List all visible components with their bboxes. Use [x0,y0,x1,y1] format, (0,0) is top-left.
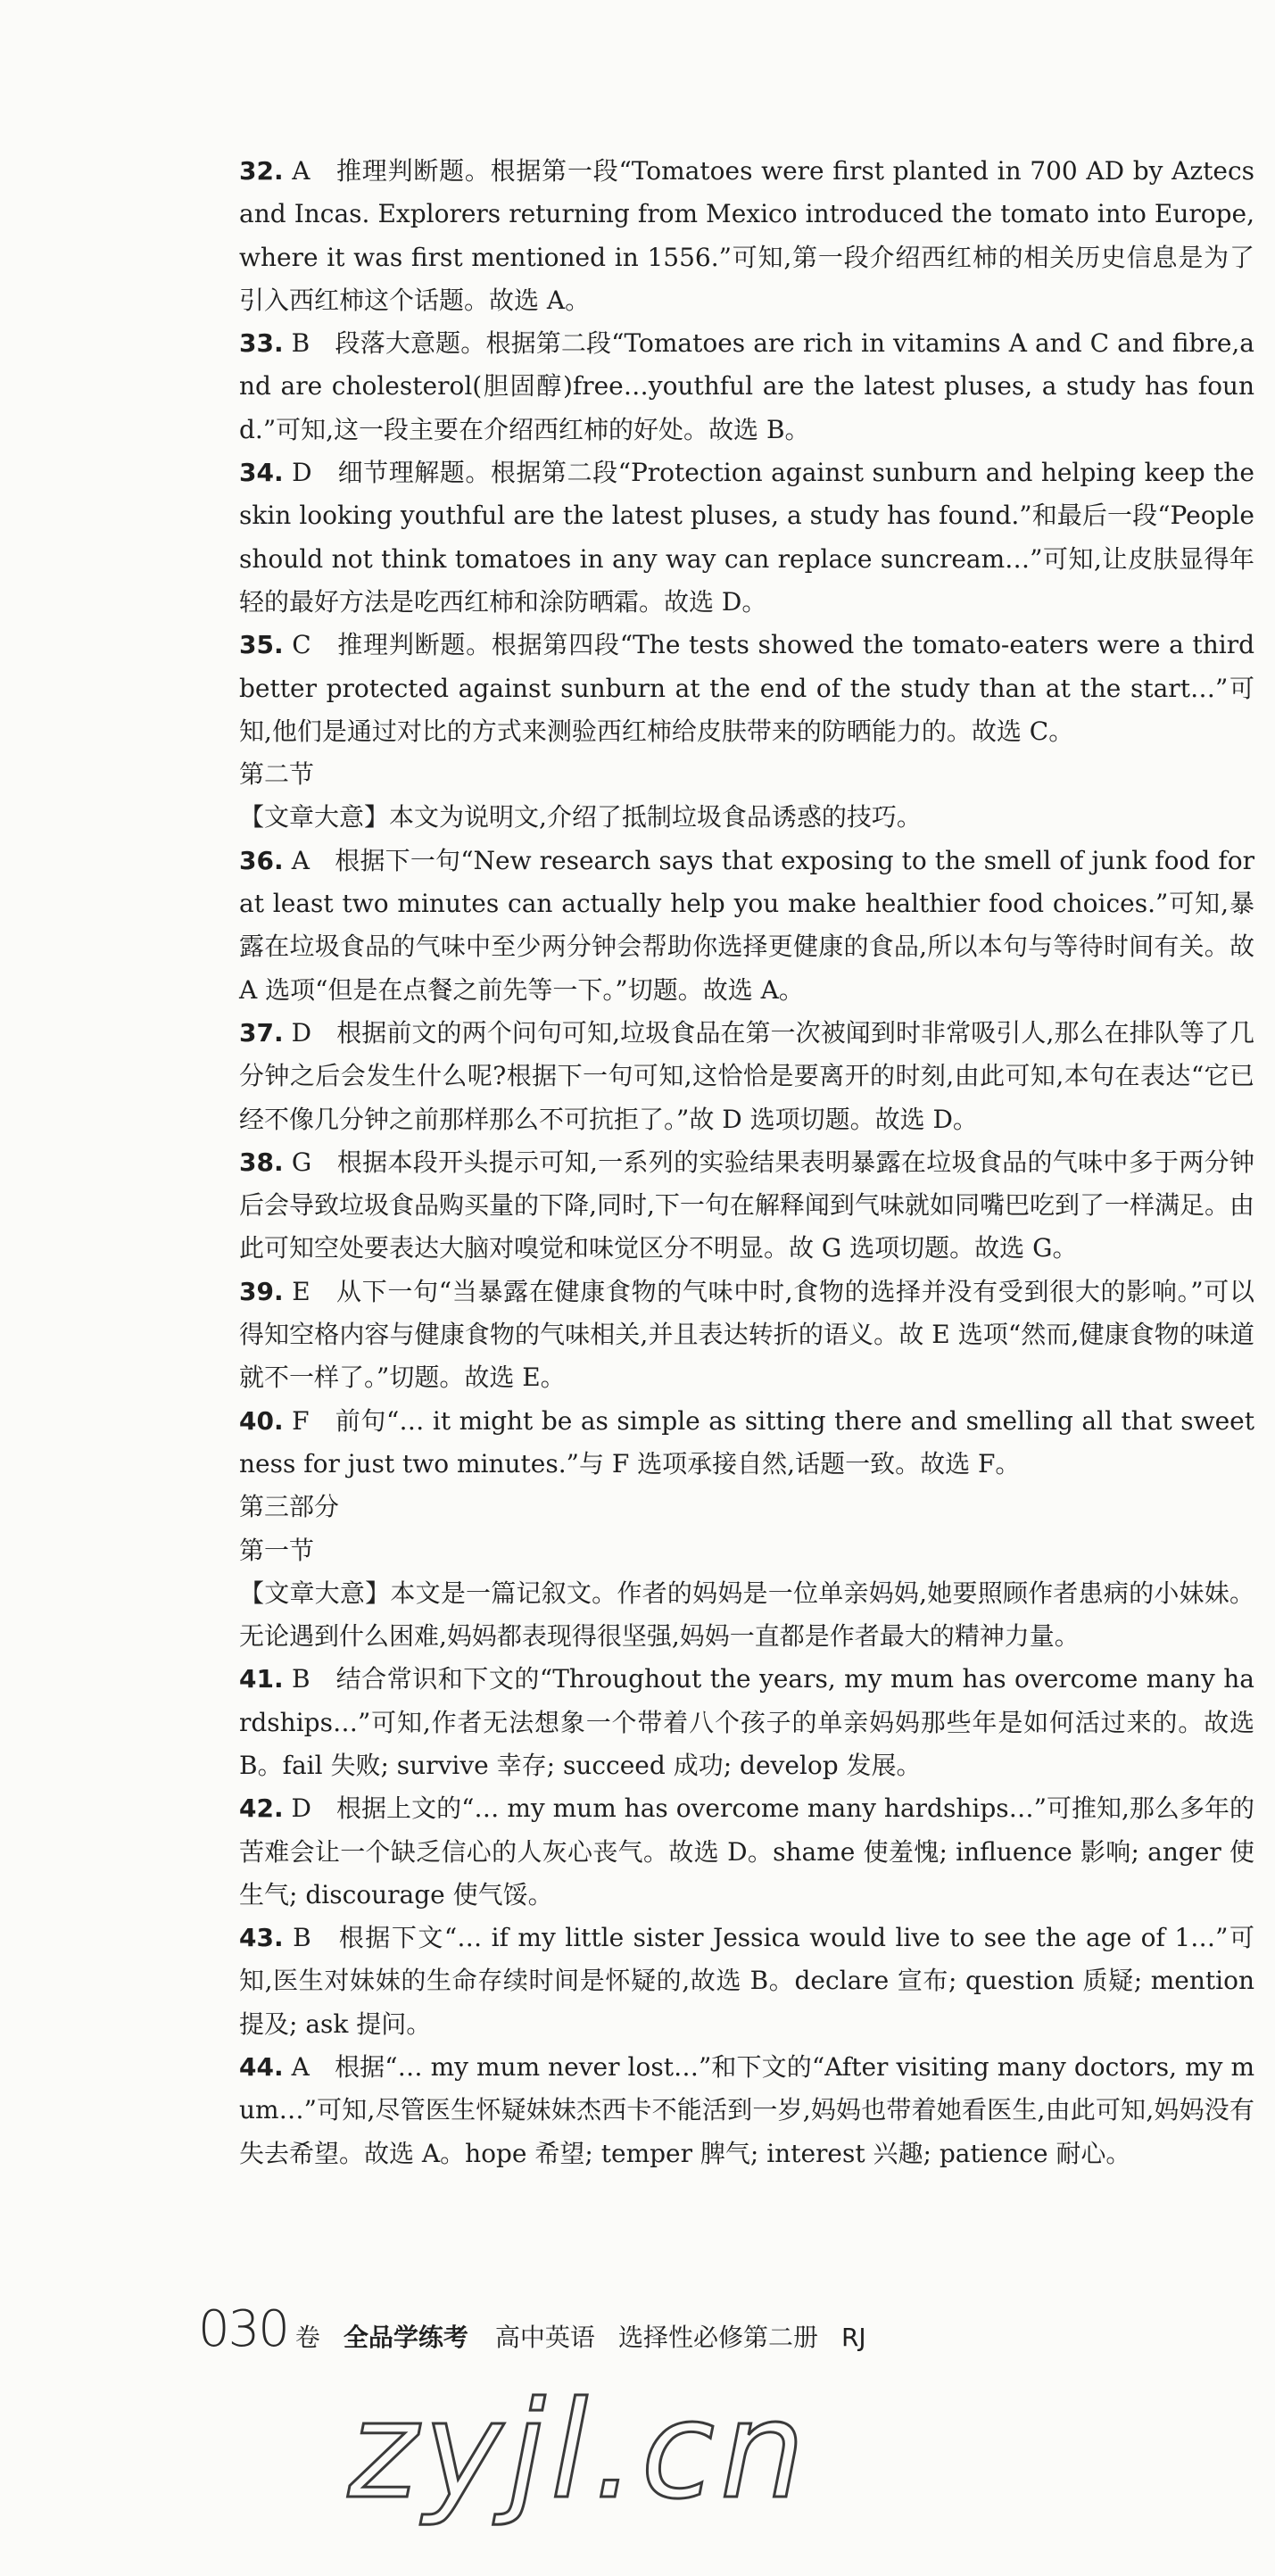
question-number: 41. [239,1664,284,1694]
paragraph-text: D 细节理解题。根据第二段“Protection against sunburn and helping keep the skin looking youthful are the latest pluses, a study has found.”和最后一段“People should not think tomatoes in any way can replace suncream…”可知,让皮肤显得年轻的最好方法是吃西红柿和涂防晒霜。故选 D。 [239,458,1254,617]
footer-juan: 卷 [294,2323,320,2352]
question-number: 44. [239,2052,284,2083]
page-footer [198,2300,866,2358]
watermark-logo: zyjl.cn [348,2373,811,2529]
footer-edition: RJ [840,2323,866,2352]
answer-item [239,1012,1254,1141]
answer-item [239,1917,1254,2046]
question-number: 36. [239,845,284,875]
answer-item [239,1400,1254,1487]
answer-item [239,150,1254,322]
footer-volume: 选择性必修第二册 [617,2323,818,2352]
paragraph-text: A 根据“… my mum never lost…”和下文的“After visiting many doctors, my mum…”可知,尽管医生怀疑妹妹杰西卡不能活到一岁,妈妈也带着她看医生,由此可知,妈妈没有失去希望。故选 A。hope 希望; temper 脾气; interest 兴趣; patience 耐心。 [239,2052,1254,2168]
paragraph-text: G 根据本段开头提示可知,一系列的实验结果表明暴露在垃圾食品的气味中多于两分钟后会导致垃圾食品购买量的下降,同时,下一句在解释闻到气味就如同嘴巴吃到了一样满足。由此可知空处要表达大脑对嗅觉和味觉区分不明显。故 G 选项切题。故选 G。 [239,1147,1254,1263]
question-number: 40. [239,1405,284,1436]
question-number: 43. [239,1923,284,1953]
paragraph-text: E 从下一句“当暴露在健康食物的气味中时,食物的选择并没有受到很大的影响。”可以得知空格内容与健康食物的气味相关,并且表达转折的语义。故 E 选项“然而,健康食物的味道就不一样了。”切题。故选 E。 [239,1276,1254,1393]
summary-paragraph [239,1572,1254,1659]
answer-item [239,1141,1254,1271]
answer-item [239,1271,1254,1400]
question-number: 35. [239,630,284,660]
paragraph-text: B 段落大意题。根据第二段“Tomatoes are rich in vitamins A and C and fibre,and are cholesterol(胆固醇)free…youthful are the latest pluses, a study has found.”可知,这一段主要在介绍西红柿的好处。故选 B。 [239,328,1255,444]
paragraph-text: 【文章大意】本文为说明文,介绍了抵制垃圾食品诱惑的技巧。 [239,802,922,832]
answer-content [239,150,1254,2175]
question-number: 38. [239,1147,284,1177]
answer-item [239,624,1254,753]
question-number: 32. [239,156,284,186]
question-number: 34. [239,458,284,488]
paragraph-text: D 根据上文的“… my mum has overcome many hardships…”可推知,那么多年的苦难会让一个缺乏信心的人灰心丧气。故选 D。shame 使羞愧; influence 影响; anger 使生气; discourage 使气馁。 [239,1793,1254,1909]
answer-item [239,451,1254,624]
answer-item [239,1787,1254,1917]
question-number: 39. [239,1276,284,1306]
footer-brand: 全品学练考 [343,2323,468,2352]
answer-item [239,2046,1254,2175]
paragraph-text: F 前句“… it might be as simple as sitting there and smelling all that sweetness for just two minutes.”与 F 选项承接自然,话题一致。故选 F。 [239,1405,1255,1479]
paragraph-text: A 推理判断题。根据第一段“Tomatoes were first planted in 700 AD by Aztecs and Incas. Explorers returning from Mexico introduced the tomato into Europe, where it was first mentioned in 1556.”可知,第一段介绍西红柿的相关历史信息是为了引入西红柿这个话题。故选 A。 [239,156,1254,315]
paragraph-text: B 结合常识和下文的“Throughout the years, my mum has overcome many hardships…”可知,作者无法想象一个带着八个孩子的单亲妈妈那些年是如何活过来的。故选 B。fail 失败; survive 幸存; succeed 成功; develop 发展。 [239,1664,1255,1780]
section-heading: 第二节 [239,759,315,790]
answer-item [239,1658,1254,1787]
answer-item [239,840,1254,1012]
summary-paragraph [239,796,1254,839]
paragraph-text: B 根据下文“… if my little sister Jessica would live to see the age of 1…”可知,医生对妹妹的生命存续时间是怀疑的,故选 B。declare 宣布; question 质疑; mention 提及; ask 提问。 [239,1923,1254,2039]
section-heading: 第三部分 [239,1492,340,1522]
paragraph-text: A 根据下一句“New research says that exposing to the smell of junk food for at least two minutes can actually help you make healthier food choices.”可知,暴露在垃圾食品的气味中至少两分钟会帮助你选择更健康的食品,所以本句与等待时间有关。故 A 选项“但是在点餐之前先等一下。”切题。故选 A。 [239,845,1254,1005]
paragraph-text: D 根据前文的两个问句可知,垃圾食品在第一次被闻到时非常吸引人,那么在排队等了几分钟之后会发生什么呢?根据下一句可知,这恰恰是要离开的时刻,由此可知,本句在表达“它已经不像几分钟之前那样那么不可抗拒了。”故 D 选项切题。故选 D。 [239,1017,1254,1134]
paragraph-text: C 推理判断题。根据第四段“The tests showed the tomato-eaters were a third better protected against sunburn at the end of the study than at the start…”可知,他们是通过对比的方式来测验西红柿给皮肤带来的防晒能力的。故选 C。 [239,630,1254,746]
answer-item [239,322,1254,451]
footer-subject: 高中英语 [494,2323,595,2352]
section-heading: 第一节 [239,1535,315,1565]
page-number: 030 [198,2300,288,2358]
question-number: 33. [239,328,284,359]
question-number: 37. [239,1017,284,1048]
question-number: 42. [239,1793,284,1824]
paragraph-text: 【文章大意】本文是一篇记叙文。作者的妈妈是一位单亲妈妈,她要照顾作者患病的小妹妹。无论遇到什么困难,妈妈都表现得很坚强,妈妈一直都是作者最大的精神力量。 [239,1578,1254,1652]
